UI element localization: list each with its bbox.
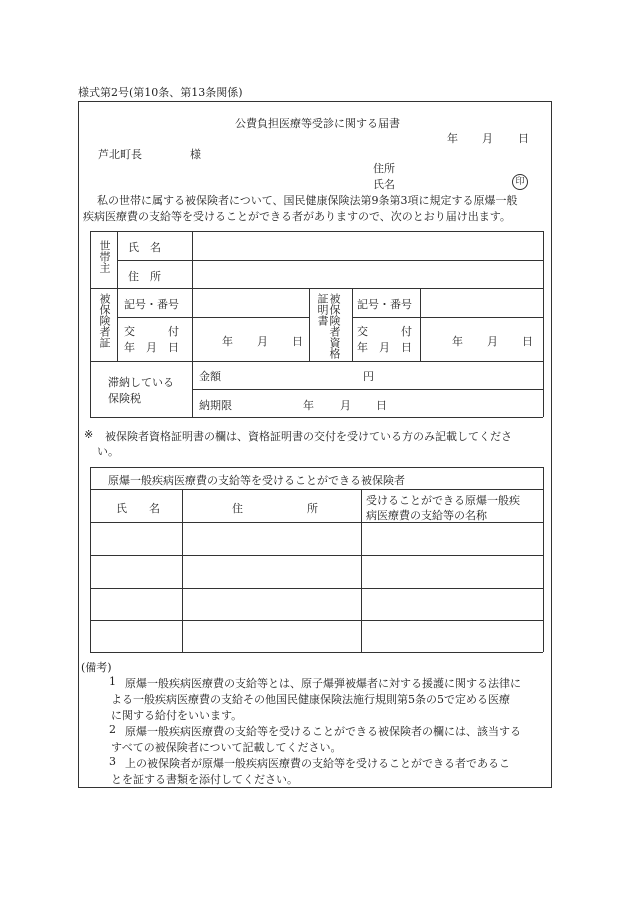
insured-table-heading: 原爆一般疾病医療費の支給等を受けることができる被保険者 <box>108 474 405 487</box>
issue-year-1: 年 <box>222 335 233 348</box>
note-line-2: い。 <box>97 445 119 458</box>
issue-year-2: 年 <box>452 335 463 348</box>
issue-day-2: 日 <box>522 335 533 348</box>
issue-label-top-2: 交 付 <box>357 325 412 338</box>
note-mark: ※ <box>84 428 94 441</box>
insured-cert-label: 被保険者証 <box>98 293 111 348</box>
issue-month-1: 月 <box>257 335 268 348</box>
date-month: 月 <box>482 132 493 145</box>
applicant-name-label: 氏名 <box>373 178 395 191</box>
remark-3-line-1: 上の被保険者が原爆一般疾病医療費の支給等を受けることができる者であるこ <box>125 757 510 770</box>
number-label-1: 記号・番号 <box>124 298 179 311</box>
deadline-month: 月 <box>340 399 351 412</box>
issue-day-1: 日 <box>292 335 303 348</box>
arrears-label-1: 滞納している <box>108 376 174 389</box>
remark-2-num: 2 <box>109 723 116 736</box>
intro-line-2: 疾病医療費の支給等を受けることができる者がありますので、次のとおり届け出ます。 <box>83 210 511 223</box>
number-label-2: 記号・番号 <box>357 298 412 311</box>
qualification-cert-label: 被保険者資格証明書 <box>316 293 341 359</box>
note-line-1: 被保険者資格証明書の欄は、資格証明書の交付を受けている方のみ記載してくださ <box>105 430 512 443</box>
deadline-year: 年 <box>303 399 314 412</box>
remark-1-line-2: よる一般疾病医療費の支給その他国民健康保険法施行規則第5条の5で定める医療 <box>111 693 510 706</box>
issue-month-2: 月 <box>487 335 498 348</box>
deadline-label: 納期限 <box>199 399 232 412</box>
addressee-honorific: 様 <box>190 148 201 161</box>
amount-label: 金額 <box>199 370 221 383</box>
date-day: 日 <box>518 132 529 145</box>
col-address-header-2: 所 <box>307 502 318 515</box>
arrears-label-2: 保険税 <box>108 392 141 405</box>
deadline-day: 日 <box>376 399 387 412</box>
col-benefit-header-1: 受けることができる原爆一般疾 <box>366 494 520 507</box>
address-label: 住 所 <box>128 270 161 283</box>
remark-3-line-2: とを証する書類を添付してください。 <box>111 773 298 786</box>
name-label: 氏 名 <box>128 241 161 254</box>
applicant-address-label: 住所 <box>373 162 395 175</box>
col-benefit-header-2: 病医療費の支給等の名称 <box>366 509 487 522</box>
issue-label-top-1: 交 付 <box>124 325 179 338</box>
issue-label-bottom-1: 年 月 日 <box>124 341 179 354</box>
seal-icon: 印 <box>512 174 528 190</box>
intro-line-1: 私の世帯に属する被保険者について、国民健康保険法第9条第3項に規定する原爆一般 <box>97 194 518 207</box>
remark-2-line-1: 原爆一般疾病医療費の支給等を受けることができる被保険者の欄には、該当する <box>125 725 521 738</box>
issue-label-bottom-2: 年 月 日 <box>357 341 412 354</box>
remark-1-line-1: 原爆一般疾病医療費の支給等とは、原子爆弾被爆者に対する援護に関する法律に <box>125 677 521 690</box>
date-year: 年 <box>447 132 458 145</box>
household-head-label: 世帯主 <box>98 240 111 273</box>
remark-2-line-2: すべての被保険者について記載してください。 <box>111 741 342 754</box>
remarks-heading: (備考) <box>81 661 112 674</box>
col-name-header: 氏 名 <box>116 502 160 515</box>
form-title: 公費負担医療等受診に関する届書 <box>235 117 400 130</box>
addressee-name: 芦北町長 <box>98 148 142 161</box>
col-address-header-1: 住 <box>232 502 243 515</box>
remark-1-line-3: に関する給付をいいます。 <box>111 709 243 722</box>
yen-label: 円 <box>363 370 374 383</box>
remark-1-num: 1 <box>109 675 116 688</box>
remark-3-num: 3 <box>109 755 116 768</box>
form-id: 様式第2号(第10条、第13条関係) <box>78 86 243 99</box>
